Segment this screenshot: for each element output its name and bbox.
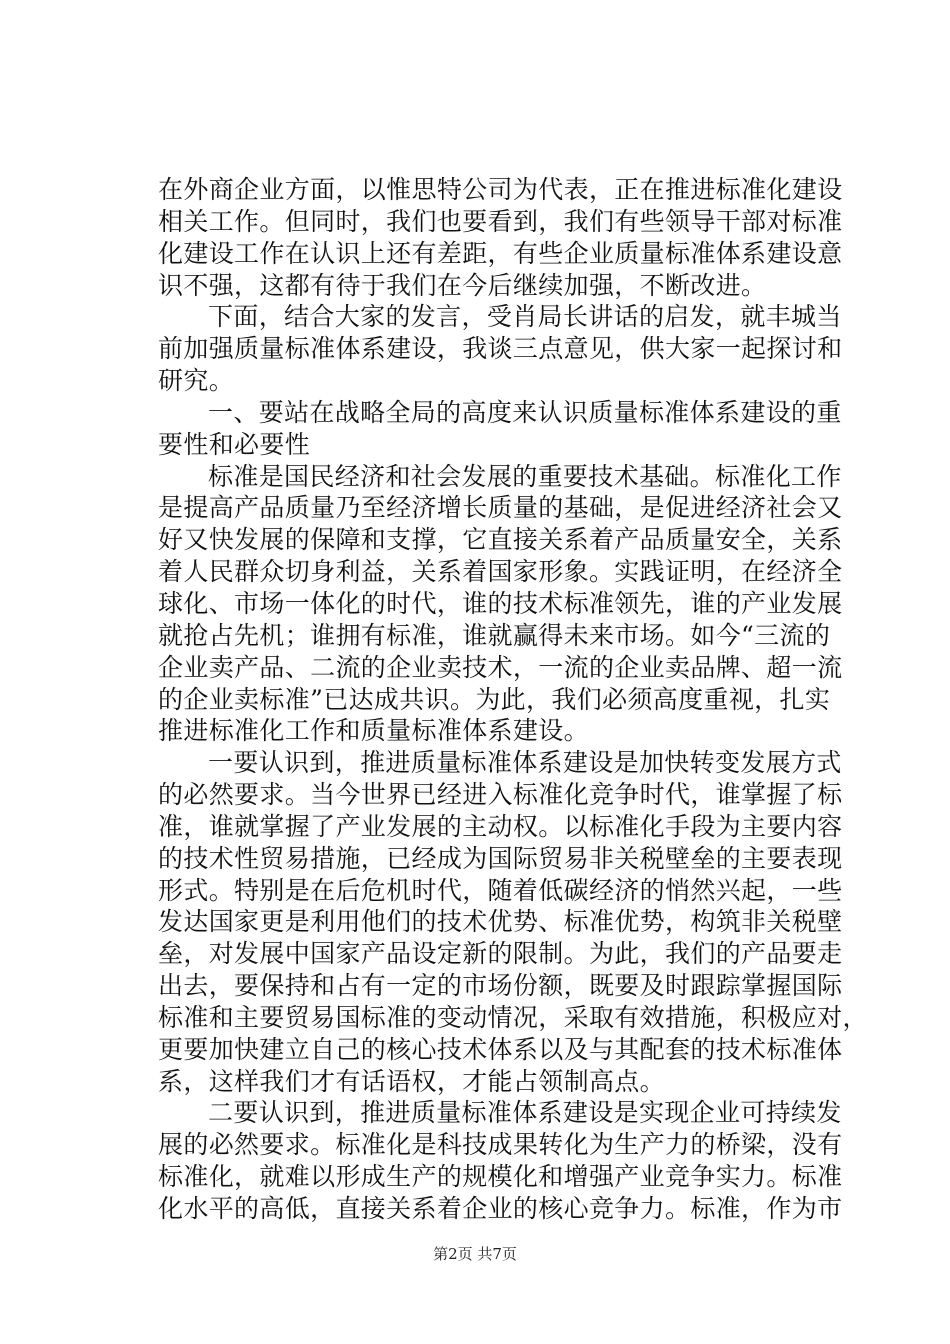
text-line: 准，谁就掌握了产业发展的主动权。以标准化手段为主要内容 xyxy=(158,811,843,841)
text-line: 在外商企业方面，以惟思特公司为代表，正在推进标准化建设 xyxy=(158,175,843,204)
text-line: 形式。特别是在后危机时代，随着低碳经济的悄然兴起，一些 xyxy=(158,875,843,905)
text-line: 出去，要保持和占有一定的市场份额，既要及时跟踪掌握国际 xyxy=(158,971,843,1001)
text-line: 一、要站在战略全局的高度来认识质量标准体系建设的重 xyxy=(208,397,842,427)
text-line: 化水平的高低，直接关系着企业的核心竞争力。标准，作为市 xyxy=(158,1194,843,1223)
text-line: 下面，结合大家的发言，受肖局长讲话的启发，就丰城当 xyxy=(208,302,842,332)
text-line: 的企业卖标准”已达成共识。为此，我们必须高度重视，扎实 xyxy=(158,684,831,714)
text-line: 好又快发展的保障和支撑，它直接关系着产品质量安全，关系 xyxy=(158,525,843,555)
text-line: 的技术性贸易措施，已经成为国际贸易非关税壁垒的主要表现 xyxy=(158,843,843,873)
document-body xyxy=(158,174,868,1225)
text-line: 球化、市场一体化的时代，谁的技术标准领先，谁的产业发展 xyxy=(158,588,843,618)
text-line: 着人民群众切身利益，关系着国家形象。实践证明，在经济全 xyxy=(158,557,843,587)
text-line: 发达国家更是利用他们的技术优势、标准优势，构筑非关税壁 xyxy=(158,907,843,937)
text-line: 系，这样我们才有话语权，才能占领制高点。 xyxy=(158,1066,666,1096)
text-line: 标准是国民经济和社会发展的重要技术基础。标准化工作 xyxy=(208,461,842,491)
text-line: 化建设工作在认识上还有差距，有些企业质量标准体系建设意 xyxy=(158,238,843,268)
text-line: 标准化，就难以形成生产的规模化和增强产业竞争实力。标准 xyxy=(158,1162,843,1192)
text-line: 推进标准化工作和质量标准体系建设。 xyxy=(158,716,589,746)
text-line: 标准和主要贸易国标准的变动情况，采取有效措施，积极应对， xyxy=(158,1002,868,1032)
text-line: 企业卖产品、二流的企业卖技术，一流的企业卖品牌、超一流 xyxy=(158,652,843,682)
text-line: 要性和必要性 xyxy=(158,429,311,459)
text-line: 相关工作。但同时，我们也要看到，我们有些领导干部对标准 xyxy=(158,206,843,236)
text-line: 垒，对发展中国家产品设定新的限制。为此，我们的产品要走 xyxy=(158,939,843,969)
text-line: 二要认识到，推进质量标准体系建设是实现企业可持续发 xyxy=(208,1098,842,1128)
text-line: 一要认识到，推进质量标准体系建设是加快转变发展方式 xyxy=(208,748,842,778)
page-number: 第2页 共7页 xyxy=(433,1245,517,1263)
text-line: 更要加快建立自己的核心技术体系以及与其配套的技术标准体 xyxy=(158,1034,843,1064)
text-line: 前加强质量标准体系建设，我谈三点意见，供大家一起探讨和 xyxy=(158,334,843,364)
text-line: 是提高产品质量乃至经济增长质量的基础，是促进经济社会又 xyxy=(158,493,843,523)
text-line: 研究。 xyxy=(158,366,235,396)
text-line: 的必然要求。当今世界已经进入标准化竞争时代，谁掌握了标 xyxy=(158,780,843,810)
text-line: 就抢占先机；谁拥有标准，谁就赢得未来市场。如今“三流的 xyxy=(158,620,831,650)
text-line: 识不强，这都有待于我们在今后继续加强，不断改进。 xyxy=(158,270,767,300)
text-line: 展的必然要求。标准化是科技成果转化为生产力的桥梁，没有 xyxy=(158,1130,843,1160)
